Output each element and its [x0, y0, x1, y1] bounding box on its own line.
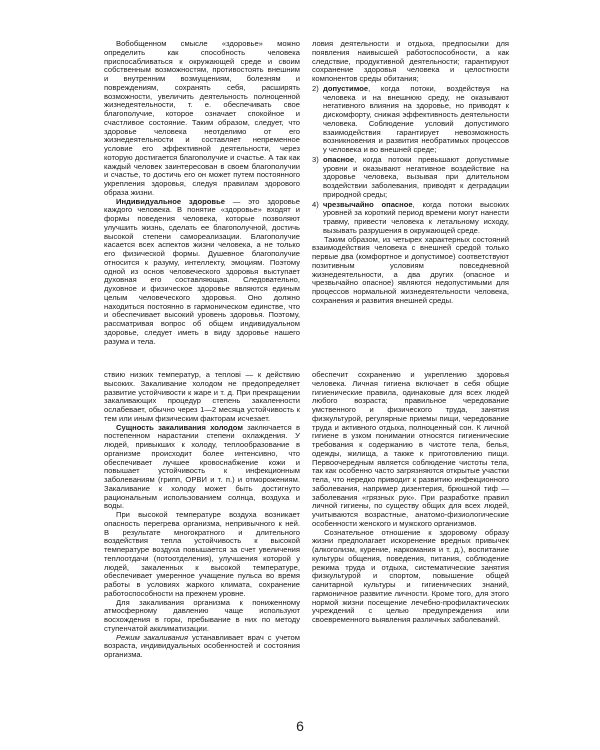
column-bottom-right [312, 371, 509, 625]
list-item [312, 156, 509, 200]
list-item-description: , когда потоки превышают допустимые уровни и оказывают негативное воздействие на здоровье человека, вызывая при длительном воздействии заболевания, приводят к деградации природной среды; [323, 154, 509, 199]
term-permissible: допустимое [323, 83, 369, 93]
paragraph-individual-health-text: — это здоровье каждого человека. В понятие «здоровье» входят и формы поведения человека, которые позволяют улучшить жизнь, сделать ее благополучной, достичь высокой степени самореализации. Благополучие касается всех аспектов жизни человека, а не только его физической формы. Душевное благополучие относится к разуму, интеллекту, эмоциям. Поэтому одной из основ человеческого здоровья выступает духовная его составляющая. Следовательно, духовное и физическое здоровье являются единым целым человеческого здоровья. Оно должно находиться постоянно в гармоническом единстве, что и обеспечивает высокий уровень здоровья. Поэтому, рассматривая вопрос об общем индивидуальном здоровье, следует иметь в виду здоровье нашего разума и тела. [104, 196, 300, 346]
term-individual-health: Индивидуальное здоровье [116, 196, 225, 206]
column-top-right [312, 40, 509, 306]
list-item-description: , когда потоки высоких уровней за короткий период времени могут нанести травму, привести человека к летальному исходу, вызывать разрушения в окружающей среде. [323, 199, 509, 235]
list-item-description: , когда потоки, воздействуя на человека и на внешнюю среду, не оказывают негативного влияния на здоровье, но приводят к дискомфорту, снижая эффективность деятельности человека. Соблюдение условий допустимого взаимодействия гарантирует невозможность возникновения и развития необратимых процессов у человека и во внешней среде; [323, 83, 509, 154]
list-item-text [323, 85, 509, 155]
paragraph-hardening-regime [104, 634, 300, 660]
paragraph-conclusion: Таким образом, из четырех характерных состояний взаимодействия человека с внешней средой только первые два (комфортное и допустимое) соответствуют позитивным условиям повседневной жизнедеятельности, а два других (опасное и чрезвычайно опасное) являются недопустимыми для процессов нормальной жизнедеятельности человека, сохранения и развития внешней среды. [312, 234, 509, 305]
paragraph-comfort-continuation: ловия деятельности и отдыха, предпосылки для появления наивысшей работоспособности, а как следствие, продуктивной деятельности; гарантируют сохранение здоровья человека и целостности компонентов среды обитания; [312, 39, 509, 83]
list-item-text [323, 156, 509, 200]
column-bottom-left [104, 371, 300, 660]
list-number: 2) [312, 83, 319, 93]
paragraph-personal-hygiene: обеспечит сохранению и укреплению здоровья человека. Личная гигиена включает в себя общие гигиенические правила, одинаковые для всех людей любого возраста; правильное чередование умственного и физического труда, занятия физкультурой, регулярные приемы пищи, чередование труда и активного отдыха, полноценный сон. К личной гигиене в узком понимании относятся гигиенические требования к содержанию в чистоте тела, белья, одежды, жилища, а также к приготовлению пищи. Первоочередным является соблюдение чистоты тела, так как особенно часто загрязняются открытые участки тела, что нередко приводит к развитию инфекционного заболевания, например дизентерия, брюшной тиф — заболевания «грязных рук». При разработке правил личной гигиены, по существу общих для всех людей, учитываются возрастные, анатомо-физиологические особенности женского и мужского организмов. [312, 370, 509, 528]
paragraph-heat-hardening: При высокой температуре воздуха возникает опасность перегрева организма, непривычного к ней. В результате многократного и длительного воздействия тепла устойчивость к высокой температуре воздуха повышается за счет увеличения теплоотдачи (потоотделения), улучшения которой у людей, закаленных к высокой температуре, обеспечивает умеренное учащение пульса во время работы в условиях жаркого климата, сохранение работоспособности на прежнем уровне. [104, 510, 300, 598]
paragraph-cold-hardening [104, 424, 300, 512]
column-top-left [104, 40, 300, 346]
list-item [312, 201, 509, 236]
list-number: 4) [312, 199, 319, 209]
paragraph-health-definition: Вобобщенном смысле «здоровье» можно определить как способность человека приспосабливаться к окружающей среде и своим собственным возможностям, противостоять внешним и внутренним возмущениям, болезням и повреждениям, сохранять себя, расширять возможности, увеличить деятельность полноценной жизнедеятельности, т. е. обеспечивать свое благополучие, которое означает спокойное и счастливое состояние. Таким образом, следует, что здоровье человека неотделимо от его жизнедеятельности и составляет непременное условие его эффективной деятельности, через которую достигается благополучие и счастье. А так как каждый человек заинтересован в своем благополучии и счастье, то достичь его он может путем постоянного укрепления здоровья, следуя правилам здорового образа жизни. [104, 39, 300, 197]
paragraph-individual-health [104, 198, 300, 347]
list-item-text [323, 201, 509, 236]
paragraph-hardening-continuation: ствию низких температур, а теплові — к действию высоких. Закаливание холодом не предопределяет развитие устойчивости к жаре и т. д. При прекращении закаливающих процедур степень закаленности ослабевает, обычно через 1—2 месяца устойчивость к тем или иным физическим факторам исчезает. [104, 370, 300, 423]
term-dangerous: опасное [323, 154, 355, 164]
list-item [312, 85, 509, 155]
page-number: 6 [296, 718, 304, 734]
paragraph-pressure-hardening: Для закаливания организма к пониженному атмосферному давлению чаще используют восхождения в горы, пребывание в них по методу ступенчатой акклиматизации. [104, 597, 300, 633]
paragraph-healthy-lifestyle: Сознательное отношение к здоровому образу жизни предполагает искоренение вредных привычек (алкоголизм, курение, наркомания и т. д.), воспитание культуры общения, поведения, питания, соблюдение режима труда и отдыха, систематические занятия физкультурой и спортом, повышение общей санитарной культуры и гигиенических знаний, гармоничное развитие личности. Кроме того, для этого нормой жизни посещение лечебно-профилактических учреждений с целью предупреждения или своевременного выявления различных заболеваний. [312, 527, 509, 624]
term-cold-hardening: Сущность закаливания холодом [116, 422, 243, 432]
paragraph-cold-hardening-text: заключается в постепенном нарастании степени охлаждения. У людей, привыкших к холоду, теплообразование в организме происходит более интенсивно, что обеспечивает лучшее кровоснабжение кожи и повышает устойчивость к инфекционным заболеваниям (грипп, ОРВИ и т. п.) и отморожениям. Закаливание к холоду может быть достигнуто рациональным использованием солнца, воздуха и воды. [104, 422, 300, 511]
term-hardening-regime: Режим закаливания [116, 632, 189, 642]
term-extremely-dangerous: чрезвычайно опасное [323, 199, 413, 209]
list-number: 3) [312, 154, 319, 164]
paragraph-hardening-regime-text: устанавливает врач с учетом возраста, индивидуальных особенностей и состояния организма. [104, 632, 300, 659]
